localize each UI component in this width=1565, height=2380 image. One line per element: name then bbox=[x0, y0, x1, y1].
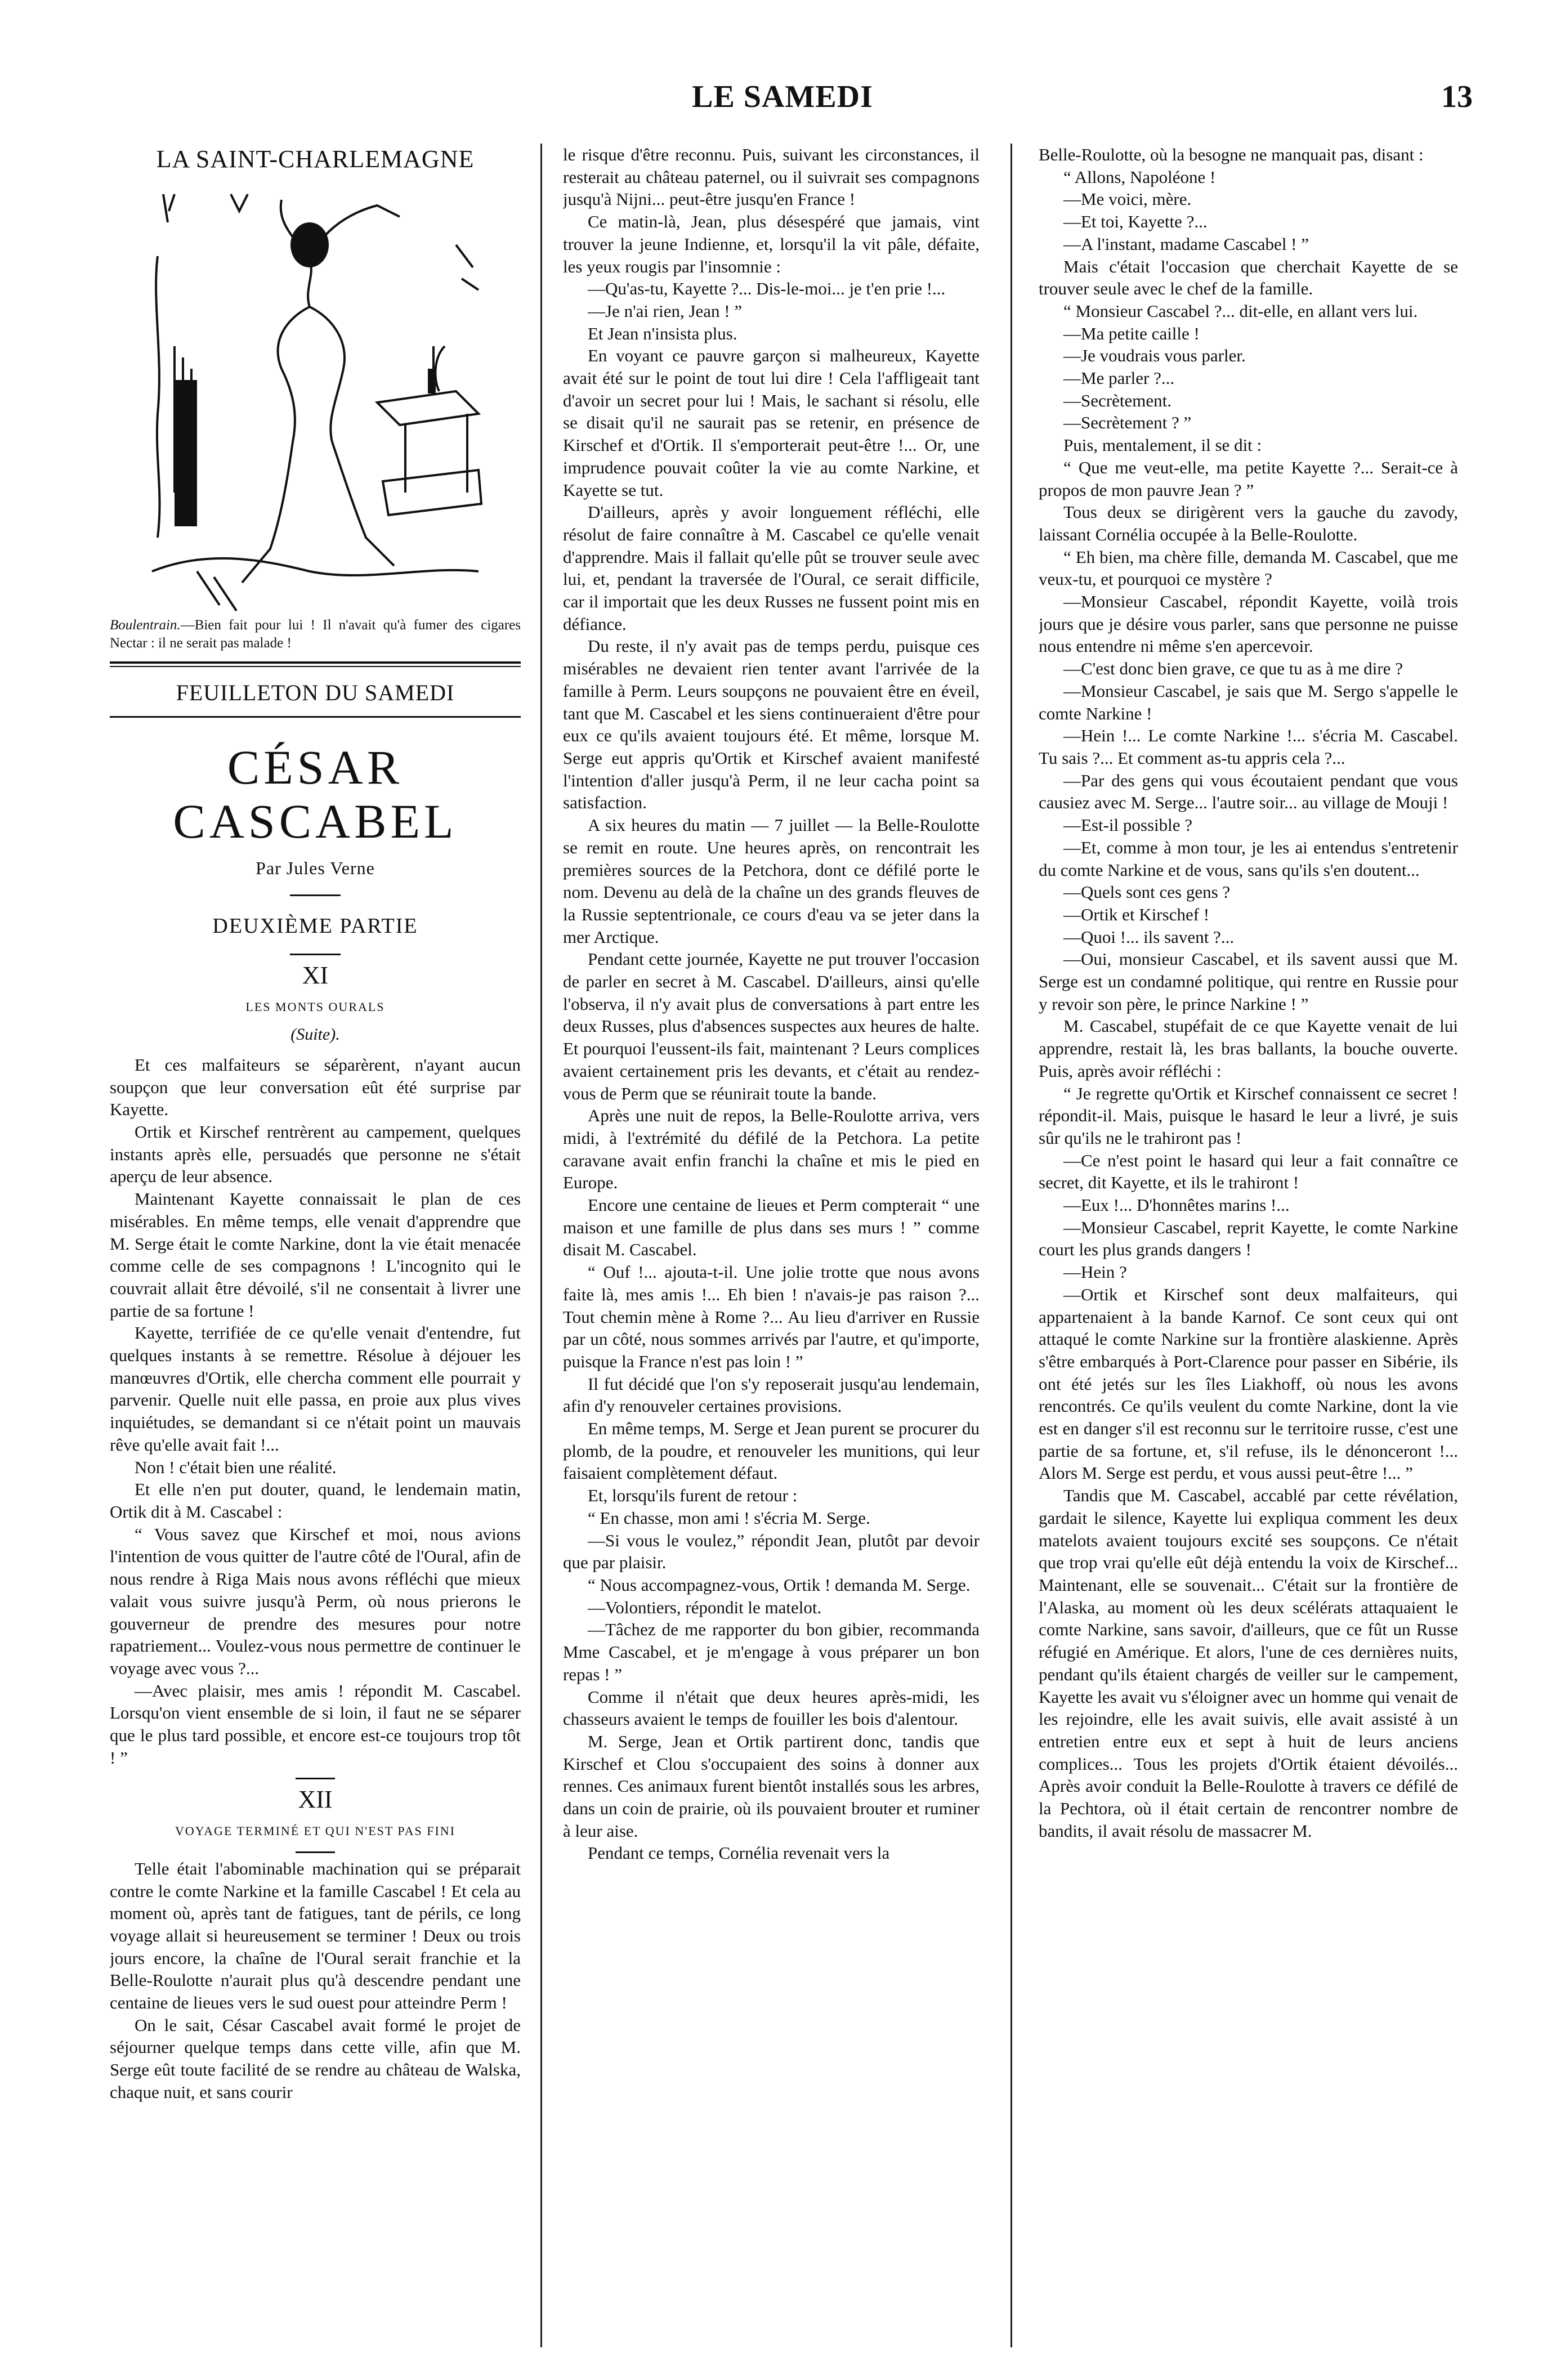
paragraph: Non ! c'était bien une réalité. bbox=[135, 1457, 337, 1477]
column-rule-1 bbox=[540, 144, 542, 2347]
paragraph: Et ces malfaiteurs se séparèrent, n'ayant aucun soupçon que leur conversation eût été surprise par Kayette. bbox=[110, 1054, 521, 1120]
rule bbox=[296, 1778, 335, 1779]
paragraph: A six heures du matin — 7 juillet — la Belle-Roulotte se remit en route. Une heures après, on rencontrait les premières sources de la Petchora, dont ce défilé porte le nom. Devenu au delà de la chaîne un des grands fleuves de la Russie septentrionale, ce cours d'eau va se jeter dans la mer Arctique. bbox=[563, 815, 980, 947]
paragraph: Pendant ce temps, Cornélia revenait vers la bbox=[588, 1843, 890, 1863]
paragraph: “ Vous savez que Kirschef et moi, nous avions l'intention de vous quitter de l'autre côté de l'Oural, afin de nous rendre à Riga Mais nous avons réfléchi que mieux valait vous suivre jusqu'à Perm, où nous prierons le gouverneur de prendre des mesures pour notre rapatriement... Voulez-vous nous permettre de continuer le voyage avec vous ?... bbox=[110, 1524, 521, 1678]
column-rule-2 bbox=[1010, 144, 1012, 2347]
paragraph: —Je voudrais vous parler. bbox=[1063, 346, 1246, 366]
paragraph: —Tâchez de me rapporter du bon gibier, recommanda Mme Cascabel, et je m'engage à vous préparer un bon repas ! ” bbox=[563, 1620, 980, 1684]
paragraph: Puis, mentalement, il se dit : bbox=[1063, 435, 1262, 455]
paragraph: —Secrètement. bbox=[1063, 390, 1171, 410]
paragraph: “ Que me veut-elle, ma petite Kayette ?... Serait-ce à propos de mon pauvre Jean ? ” bbox=[1039, 457, 1458, 500]
paragraph: “ Ouf !... ajouta-t-il. Une jolie trotte que nous avons faite là, mes amis !... Eh bien ! n'avais-je pas raison ?... Tout chemin mène à Rome ?... Au lieu d'arriver en Russie par un côté, nous sommes arrivés par l'autre, et qu'importe, puisque la France n'est pas loin ! ” bbox=[563, 1262, 980, 1371]
paragraph: —Quoi !... ils savent ?... bbox=[1063, 927, 1235, 947]
paragraph: “ Allons, Napoléone ! bbox=[1063, 167, 1216, 187]
chapter-number: XI bbox=[302, 961, 329, 989]
paragraph: —Si vous le voulez,” répondit Jean, plutôt par devoir que par plaisir. bbox=[563, 1530, 980, 1573]
paragraph: —Quels sont ces gens ? bbox=[1063, 882, 1231, 902]
paragraph: —Qu'as-tu, Kayette ?... Dis-le-moi... je t'en prie !... bbox=[588, 279, 946, 299]
paragraph: En même temps, M. Serge et Jean purent se procurer du plomb, de la poudre, et renouveler les munitions, qui leur faisaient complètement défaut. bbox=[563, 1419, 980, 1483]
paragraph: —Me voici, mère. bbox=[1063, 189, 1192, 209]
paragraph: Tous deux se dirigèrent vers la gauche du zavody, laissant Cornélia occupée à la Belle-Roulotte. bbox=[1039, 502, 1458, 544]
paragraph: Il fut décidé que l'on s'y reposerait jusqu'au lendemain, afin d'y renouveler certaines provisions. bbox=[563, 1374, 980, 1416]
rule bbox=[290, 894, 341, 896]
paragraph: —Monsieur Cascabel, reprit Kayette, le comte Narkine court les plus grands dangers ! bbox=[1039, 1217, 1458, 1260]
chapter-title: VOYAGE TERMINÉ ET QUI N'EST PAS FINI bbox=[175, 1824, 456, 1838]
paragraph: —Monsieur Cascabel, je sais que M. Sergo s'appelle le comte Narkine ! bbox=[1039, 681, 1458, 723]
paragraph: —Est-il possible ? bbox=[1063, 815, 1193, 835]
column-2 bbox=[563, 144, 980, 2356]
paragraph: M. Serge, Jean et Ortik partirent donc, tandis que Kirschef et Clou s'occupaient des soins à donner aux rennes. Ces animaux furent bientôt installés sous les arbres, dans un coin de prairie, où ils pouvaient brouter et ruminer à leur aise. bbox=[563, 1731, 980, 1841]
part-title: DEUXIÈME PARTIE bbox=[212, 914, 418, 938]
paragraph: Après une nuit de repos, la Belle-Roulotte arriva, vers midi, à l'extrémité du défilé de la Petchora. La petite caravane avait enfin franchi la chaîne et mis le pied en Europe. bbox=[563, 1106, 980, 1193]
paragraph: “ Je regrette qu'Ortik et Kirschef connaissent ce secret ! répondit-il. Mais, puisque le hasard le leur a livré, je suis sûr qu'ils ne le trahiront pas ! bbox=[1039, 1083, 1458, 1148]
paragraph: —Ortik et Kirschef ! bbox=[1063, 904, 1210, 924]
paragraph: On le sait, César Cascabel avait formé le projet de séjourner quelque temps dans cette ville, afin que M. Serge eût toute facilité de se rendre au château de Walska, chaque nuit, et sans courir bbox=[110, 2015, 521, 2102]
paragraph: Et elle n'en put douter, quand, le lendemain matin, Ortik dit à M. Cascabel : bbox=[110, 1479, 521, 1522]
paragraph: —Monsieur Cascabel, répondit Kayette, voilà trois jours que je désire vous parler, sans que personne ne puisse nous entendre ni même s'en apercevoir. bbox=[1039, 592, 1458, 656]
rule bbox=[110, 716, 521, 718]
paragraph: —Ma petite caille ! bbox=[1063, 323, 1200, 343]
paragraph: Et Jean n'insista plus. bbox=[588, 323, 737, 343]
paragraph: Comme il n'était que deux heures après-midi, les chasseurs avaient le temps de fouiller les bois d'alentour. bbox=[563, 1686, 980, 1729]
author-line: Par Jules Verne bbox=[256, 858, 375, 879]
paragraph: “ Nous accompagnez-vous, Ortik ! demanda M. Serge. bbox=[588, 1575, 971, 1595]
paragraph: —Par des gens qui vous écoutaient pendant que vous causiez avec M. Serge... l'autre soir... au village de Mouji ! bbox=[1039, 770, 1458, 813]
paragraph: —A l'instant, madame Cascabel ! ” bbox=[1063, 234, 1309, 254]
paragraph: —Ce n'est point le hasard qui leur a fait connaître ce secret, dit Kayette, et ils le trahiront ! bbox=[1039, 1150, 1458, 1193]
paragraph: —Eux !... D'honnêtes marins !... bbox=[1063, 1195, 1290, 1215]
paragraph: Du reste, il n'y avait pas de temps perdu, puisque ces misérables ne devaient rien tenter avant l'arrivée de la famille à Perm. Leurs soupçons ne pouvaient être en éveil, tant que M. Cascabel et les siens continueraient d'être pour eux ce qu'ils avaient toujours été. Et même, lorsque M. Serge eut appris qu'Ortik et Kirschef avaient manifesté l'intention d'aller jusqu'à Perm, il ne leur cacha point sa satisfaction. bbox=[563, 636, 980, 813]
feuilleton-label: FEUILLETON DU SAMEDI bbox=[176, 679, 455, 705]
paragraph: “ En chasse, mon ami ! s'écria M. Serge. bbox=[588, 1507, 870, 1528]
book-title: CÉSAR CASCABEL bbox=[173, 740, 458, 849]
rule bbox=[110, 661, 521, 664]
paragraph: “ Monsieur Cascabel ?... dit-elle, en allant vers lui. bbox=[1063, 301, 1418, 321]
illustration-drawing bbox=[141, 177, 490, 616]
paragraph: —Me parler ?... bbox=[1063, 368, 1175, 388]
paragraph: Maintenant Kayette connaissait le plan de ces misérables. En même temps, elle venait d'apprendre que M. Serge était le comte Narkine, dont la vie était menacée comme celle de ses compagnons ! L'incognito qui le couvrait allait être dévoilé, s'il ne consentait à livrer une partie de sa fortune ! bbox=[110, 1189, 521, 1321]
paragraph: —Ortik et Kirschef sont deux malfaiteurs, qui appartenaient à la bande Karnof. Ce sont ceux qui ont attaqué le comte Narkine sur la frontière alaskienne. Après s'être embarqués à Port-Clarence pour passer en Sibérie, ils ont été jetés sur les îles Liakhoff, où nous les avons rencontrés. Ce qu'ils veulent du comte Narkine, dont la vie est en danger s'il est reconnu sur le territoire russe, c'est une partie de sa fortune, et, s'il refuse, ils le dénonceront !... Alors M. Serge est perdu, et vous aussi peut-être !... ” bbox=[1039, 1284, 1458, 1483]
page-header-title: LE SAMEDI bbox=[692, 79, 873, 114]
paragraph: —Secrètement ? ” bbox=[1063, 413, 1192, 433]
paragraph: —Et toi, Kayette ?... bbox=[1063, 212, 1208, 232]
rule bbox=[290, 954, 341, 955]
paragraph: Belle-Roulotte, où la besogne ne manquait pas, disant : bbox=[1039, 145, 1424, 164]
chapter-title: LES MONTS OURALS bbox=[245, 999, 385, 1014]
paragraph: —Hein !... Le comte Narkine !... s'écria M. Cascabel. Tu sais ?... Et comment as-tu appris cela ?... bbox=[1039, 726, 1458, 768]
paragraph: Encore une centaine de lieues et Perm compterait “ une maison et une famille de plus dans ses murs ! ” comme disait M. Cascabel. bbox=[563, 1195, 980, 1260]
suite-label: (Suite). bbox=[290, 1025, 340, 1044]
paragraph: M. Cascabel, stupéfait de ce que Kayette venait de lui apprendre, restait là, les bras ballants, la bouche ouverte. Puis, après avoir réfléchi : bbox=[1039, 1016, 1458, 1081]
paragraph: D'ailleurs, après y avoir longuement réfléchi, elle résolut de faire connaître à M. Cascabel ce qu'elle venait d'apprendre. Mais il fallait qu'elle pût se trouver seule avec lui, et, pendant la traversée de l'Oural, ce serait difficile, car il importait que les deux Russes ne fussent point mis en défiance. bbox=[563, 502, 980, 634]
paragraph: Kayette, terrifiée de ce qu'elle venait d'entendre, fut quelques instants à se remettre. Résolue à déjouer les manœuvres d'Ortik, elle chercha comment elle pourrait y parvenir. Quelle nuit elle passa, en proie aux plus vives inquiétudes, se demandant si ce n'était point un mauvais rêve qu'elle avait fait !... bbox=[110, 1323, 521, 1455]
paragraph: Telle était l'abominable machination qui se préparait contre le comte Narkine et la famille Cascabel ! Et cela au moment où, après tant de fatigues, tant de périls, ce long voyage allait si heureusement se terminer ! Deux ou trois jours encore, la chaîne de l'Oural serait franchie et la Belle-Roulotte n'aurait plus qu'à descendre pendant une centaine de lieues vers le sud ouest pour atteindre Perm ! bbox=[110, 1858, 521, 2013]
paragraph: “ Eh bien, ma chère fille, demanda M. Cascabel, que me veux-tu, et pourquoi ce mystère ? bbox=[1039, 547, 1458, 589]
paragraph: Et, lorsqu'ils furent de retour : bbox=[588, 1486, 798, 1506]
paragraph: Mais c'était l'occasion que cherchait Kayette de se trouver seule avec le chef de la famille. bbox=[1039, 256, 1458, 299]
paragraph: —Avec plaisir, mes amis ! répondit M. Cascabel. Lorsqu'on vient ensemble de si loin, il faut ne se séparer que le plus tard possible, et encore est-ce toujours trop tôt ! ” bbox=[110, 1680, 521, 1768]
chapter-number: XII bbox=[298, 1786, 333, 1814]
paragraph: —C'est donc bien grave, ce que tu as à me dire ? bbox=[1063, 659, 1403, 679]
rule bbox=[296, 1851, 335, 1853]
paragraph: le risque d'être reconnu. Puis, suivant les circonstances, il resterait au château paternel, ou il suivrait ses compagnons jusqu'à Nijni... peut-être jusqu'en France ! bbox=[563, 145, 980, 209]
rule bbox=[110, 666, 521, 667]
illustration-caption: Boulentrain.—Bien fait pour lui ! Il n'avait qu'à fumer des cigares Nectar : il ne serait pas malade ! bbox=[110, 617, 521, 651]
paragraph: —Hein ? bbox=[1063, 1262, 1127, 1282]
paragraph: —Oui, monsieur Cascabel, et ils savent aussi que M. Serge est un condamné politique, qui rentre en Russie pour y revoir son père, le prince Narkine ! ” bbox=[1039, 949, 1458, 1014]
paragraph: Ortik et Kirschef rentrèrent au campement, quelques instants après elle, persuadés que personne ne s'était aperçu de leur absence. bbox=[110, 1122, 521, 1187]
column-1 bbox=[110, 144, 521, 2356]
paragraph: Ce matin-là, Jean, plus désespéré que jamais, vint trouver la jeune Indienne, et, lorsqu'il la vit pâle, défaite, les yeux rougis par l'insomnie : bbox=[563, 212, 980, 276]
paragraph: Pendant cette journée, Kayette ne put trouver l'occasion de parler en secret à M. Cascabel. D'ailleurs, ainsi qu'elle l'observa, il n'y avait plus de conversations à part entre les deux Russes, plus d'absences suspectes aux heures de halte. Et pourquoi l'eussent-ils fait, maintenant ? Leurs complices avaient certainement pris les devants, et c'était au rendez-vous de Perm que se réunirait toute la bande. bbox=[563, 949, 980, 1103]
paragraph: —Et, comme à mon tour, je les ai entendus s'entretenir du comte Narkine et de vous, sans qu'ils s'en doutent... bbox=[1039, 837, 1458, 880]
page-number: 13 bbox=[1441, 79, 1473, 114]
illustration-title: LA SAINT-CHARLEMAGNE bbox=[156, 145, 475, 173]
paragraph: —Volontiers, répondit le matelot. bbox=[588, 1597, 822, 1617]
column-3 bbox=[1039, 144, 1458, 2356]
paragraph: Tandis que M. Cascabel, accablé par cette révélation, gardait le silence, Kayette lui expliqua comment les deux matelots avaient toujours excité ses soupçons. Ce n'était que trop vrai qu'elle eût déjà entendu la voix de Kirschef... Maintenant, elle se souvenait... C'était sur la frontière de l'Alaska, au moment où les deux scélérats attaquaient le comte Narkine, sans savoir, d'ailleurs, que ce fût un Russe réfugié en Amérique. Et alors, l'une de ces dernières nuits, pendant qu'ils étaient chargés de veiller sur le campement, Kayette les avait vu s'éloigner avec un homme qui venait de les rejoindre, elle les avait suivis, elle avait assisté à un entretien entre eux et sept à huit de leurs anciens complices... Tous les projets d'Ortik étaient dévoilés... Après avoir conduit la Belle-Roulotte à travers ce défilé de la Pechtora, où il était certain de rencontrer nombre de bandits, il avait résolu de massacrer M. bbox=[1039, 1486, 1458, 1841]
paragraph: En voyant ce pauvre garçon si malheureux, Kayette avait été sur le point de tout lui dire ! Cela l'affligeait tant d'avoir un secret pour lui ! Mais, le sachant si résolu, elle se disait qu'il ne saurait pas se retenir, en présence de Kirschef et d'Ortik. Il s'emporterait peut-être !... Or, une imprudence pouvait coûter la vie au comte Narkine, et Kayette se tut. bbox=[563, 346, 980, 500]
paragraph: —Je n'ai rien, Jean ! ” bbox=[588, 301, 743, 321]
